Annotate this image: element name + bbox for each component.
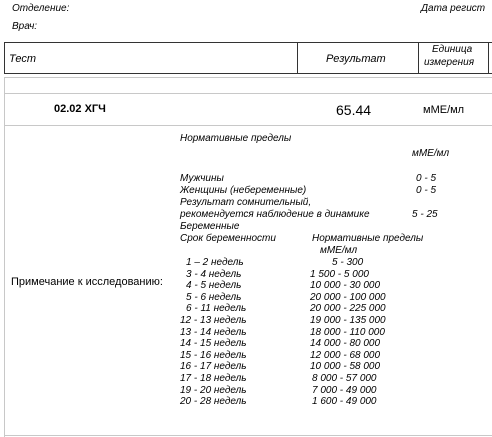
- pregnancy-term: 6 - 11 недель: [186, 303, 247, 315]
- column-header-result: Результат: [326, 53, 386, 65]
- pregnancy-term: 13 - 14 недель: [180, 326, 247, 338]
- reference-doubtful-line1: Результат сомнительный,: [180, 197, 312, 208]
- pregnancy-value: 10 000 - 58 000: [310, 361, 381, 373]
- pregnancy-term-header: Срок беременности: [180, 233, 276, 244]
- table-left-border-thin: [4, 77, 5, 437]
- pregnancy-term: 5 - 6 недель: [186, 291, 242, 303]
- separator-line: [4, 77, 492, 78]
- reference-unit: мМЕ/мл: [412, 148, 450, 159]
- doctor-label: Врач:: [12, 21, 38, 32]
- reference-doubtful-line2: рекомендуется наблюдение в динамике: [180, 209, 370, 220]
- column-header-test: Тест: [9, 53, 37, 65]
- column-divider-unit: [418, 42, 419, 74]
- pregnancy-term: 4 - 5 недель: [186, 280, 242, 292]
- reference-row-value: 0 - 5: [416, 173, 437, 184]
- reference-row-value: 0 - 5: [416, 185, 437, 196]
- reference-pregnant-label: Беременные: [180, 221, 240, 232]
- pregnancy-value: 20 000 - 225 000: [310, 303, 386, 315]
- pregnancy-term: 16 - 17 недель: [180, 361, 247, 373]
- result-value: 65.44: [336, 102, 372, 118]
- note-label: Примечание к исследованию:: [11, 276, 163, 288]
- pregnancy-value: 19 000 - 135 000: [310, 315, 386, 326]
- pregnancy-term: 12 - 13 недель: [180, 315, 247, 326]
- pregnancy-value: 18 000 - 110 000: [310, 326, 385, 338]
- pregnancy-value: 5 - 300: [332, 257, 364, 268]
- column-header-unit-line2: измерения: [424, 57, 475, 68]
- reference-doubtful-value: 5 - 25: [412, 209, 438, 220]
- reference-row-label: Женщины (небеременные): [180, 185, 307, 196]
- registration-date-label: Дата регист: [421, 3, 486, 14]
- pregnancy-norm-header: Нормативные пределы: [312, 233, 424, 244]
- pregnancy-value: 1 600 - 49 000: [312, 396, 377, 408]
- table-bottom-border: [4, 435, 492, 436]
- pregnancy-term: 15 - 16 недель: [180, 349, 247, 361]
- separator-line: [4, 93, 492, 94]
- table-left-border: [4, 42, 5, 74]
- pregnancy-value: 7 000 - 49 000: [312, 384, 377, 396]
- pregnancy-term: 1 – 2 недель: [186, 257, 244, 268]
- pregnancy-value: 20 000 - 100 000: [310, 291, 386, 303]
- separator-line: [4, 125, 492, 126]
- pregnancy-term: 17 - 18 недель: [180, 373, 247, 384]
- pregnancy-value: 12 000 - 68 000: [310, 349, 381, 361]
- reference-title: Нормативные пределы: [180, 133, 292, 144]
- pregnancy-norm-unit: мМЕ/мл: [320, 245, 358, 256]
- pregnancy-term: 19 - 20 недель: [180, 384, 247, 396]
- pregnancy-term: 3 - 4 недель: [186, 268, 242, 280]
- column-divider-right: [488, 42, 489, 74]
- pregnancy-term: 14 - 15 недель: [180, 338, 247, 350]
- pregnancy-value: 1 500 - 5 000: [310, 268, 369, 280]
- reference-ranges-block: [180, 133, 480, 433]
- pregnancy-value: 14 000 - 80 000: [310, 338, 381, 350]
- column-header-unit-line1: Единица: [432, 44, 473, 55]
- reference-row-label: Мужчины: [180, 173, 224, 184]
- department-label: Отделение:: [12, 3, 70, 14]
- pregnancy-value: 10 000 - 30 000: [310, 280, 381, 292]
- pregnancy-value: 8 000 - 57 000: [312, 373, 377, 384]
- column-divider-result: [297, 42, 298, 74]
- pregnancy-term: 20 - 28 недель: [180, 396, 247, 408]
- result-unit: мМЕ/мл: [423, 104, 465, 116]
- test-name: 02.02 ХГЧ: [54, 103, 106, 115]
